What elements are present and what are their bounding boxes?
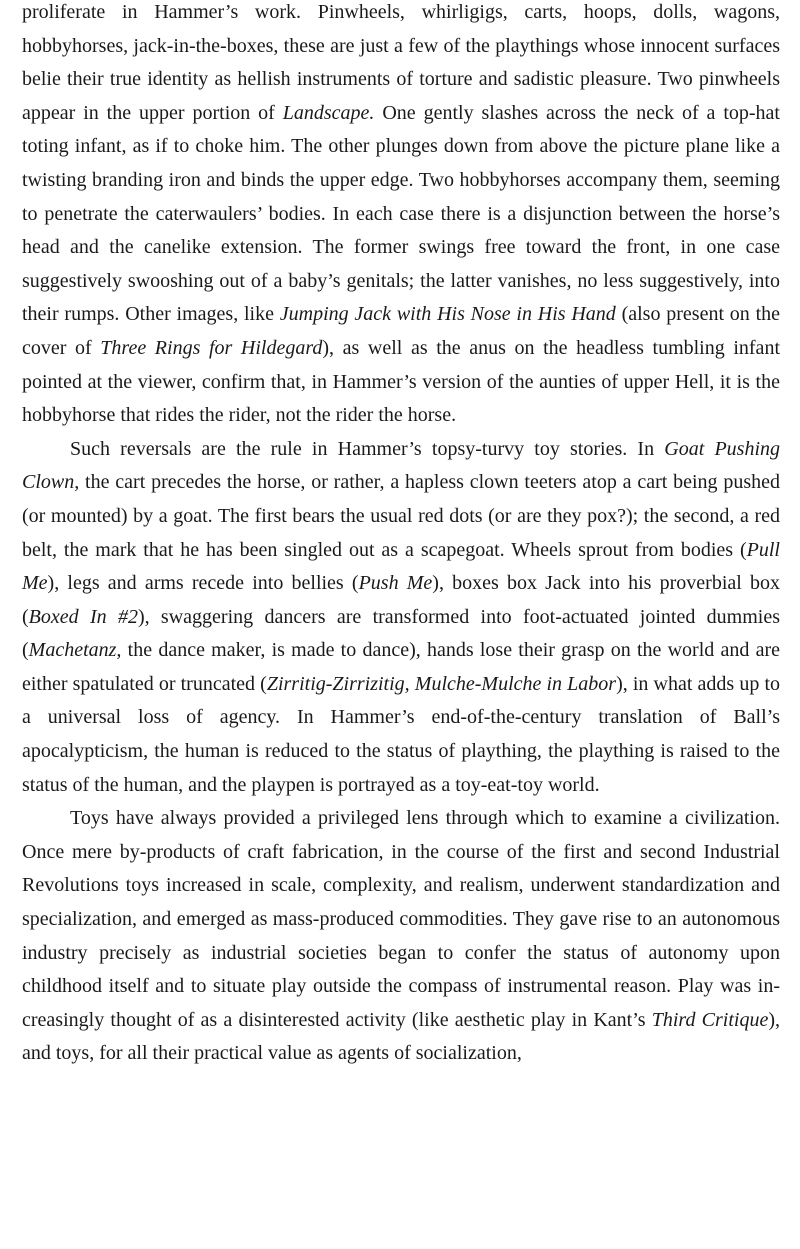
- italic-title-text: Pull Me: [22, 538, 780, 595]
- body-text: (also present on the cover of: [22, 303, 781, 359]
- body-text: One gently slashes across the neck of a top-hat toting infant, as if to choke him. The other plunges down from above the picture plane like a twisting branding iron and binds the upper edge. Two hobbyhorses accompany them, seeming to penetrate the caterwaulers’ bodies. In each case there is a disjunction between the horse’s head and the canelike extension. The former swings free toward the front, in one case suggestively swooshing out of a baby’s genitals; the latter vanishes, no less suggestively, into their rumps. Other images, like: [22, 101, 780, 326]
- body-text: Toys have always provided a privileged lens through which to examine a civilization. Once mere by-products of craft fabrication, in the course of the first and second Industrial Revolutions toys increased in scale, complexity, and realism, underwent standardization and specialization, and emerged as mass-produced commodities. They gave rise to an autonomous industry precisely as industrial societies began to confer the status of autonomy upon childhood itself and to situate play outside the compass of instrumental reason. Play was increasingly thought of as a disinterested activity (like aesthetic play in Kant’s: [22, 807, 780, 1031]
- paragraph: [22, 802, 780, 1071]
- paragraph: [22, 433, 780, 803]
- italic-title-text: Landscape.: [282, 101, 375, 124]
- body-text: ), and toys, for all their practical value as agents of socialization,: [22, 1008, 780, 1065]
- body-text: ), swaggering dancers are transformed into foot-actuated jointed dummies (: [22, 605, 780, 662]
- body-text: ), as well as the anus on the headless tumbling infant pointed at the viewer, confirm that, in Hammer’s version of the aunties of upper Hell, it is the hobbyhorse that rides the rider, not the rider the horse.: [22, 336, 780, 427]
- italic-title-text: Machetanz,: [28, 639, 122, 662]
- italic-title-text: Boxed In #2: [28, 605, 138, 628]
- italic-title-text: Goat Pushing Clown,: [22, 437, 781, 494]
- body-text: ), legs and arms recede into bellies (: [47, 572, 359, 595]
- body-text: the dance maker, is made to dance), hands lose their grasp on the world and are either spatulated or truncated (: [22, 639, 780, 695]
- body-text: the cart precedes the horse, or rather, a hapless clown teeters atop a cart being pushed (or mounted) by a goat. The first bears the usual red dots (or are they pox?); the second, a red belt, the mark that he has been singled out as a scapegoat. Wheels sprout from bodies (: [22, 471, 780, 561]
- body-text: ), in what adds up to a universal loss of agency. In Hammer’s end-of-the-century translation of Ball’s apocalypticism, the human is reduced to the status of plaything, the plaything is raised to the status of the human, and the playpen is portrayed as a toy-eat-toy world.: [22, 672, 781, 796]
- body-text: proliferate in Hammer’s work. Pinwheels, whirligigs, carts, hoops, dolls, wagons, hobbyhorses, jack-in-the-boxes, these are just a few of the playthings whose innocent surfaces belie their true identity as hellish instruments of torture and sadistic pleasure. Two pinwheels appear in the upper portion of: [22, 1, 780, 124]
- italic-title-text: Zirritig-Zirrizitig, Mulche-Mulche in Labor: [266, 672, 617, 695]
- italic-title-text: Third Critique: [651, 1008, 769, 1031]
- paragraph: [22, 0, 780, 433]
- italic-title-text: Push Me: [358, 572, 433, 595]
- body-text: Such reversals are the rule in Hammer’s topsy-turvy toy stories. In: [70, 437, 665, 460]
- body-text: ), boxes box Jack into his proverbial box (: [22, 572, 781, 628]
- italic-title-text: Three Rings for Hildegard: [100, 336, 323, 359]
- italic-title-text: Jumping Jack with His Nose in His Hand: [279, 303, 616, 326]
